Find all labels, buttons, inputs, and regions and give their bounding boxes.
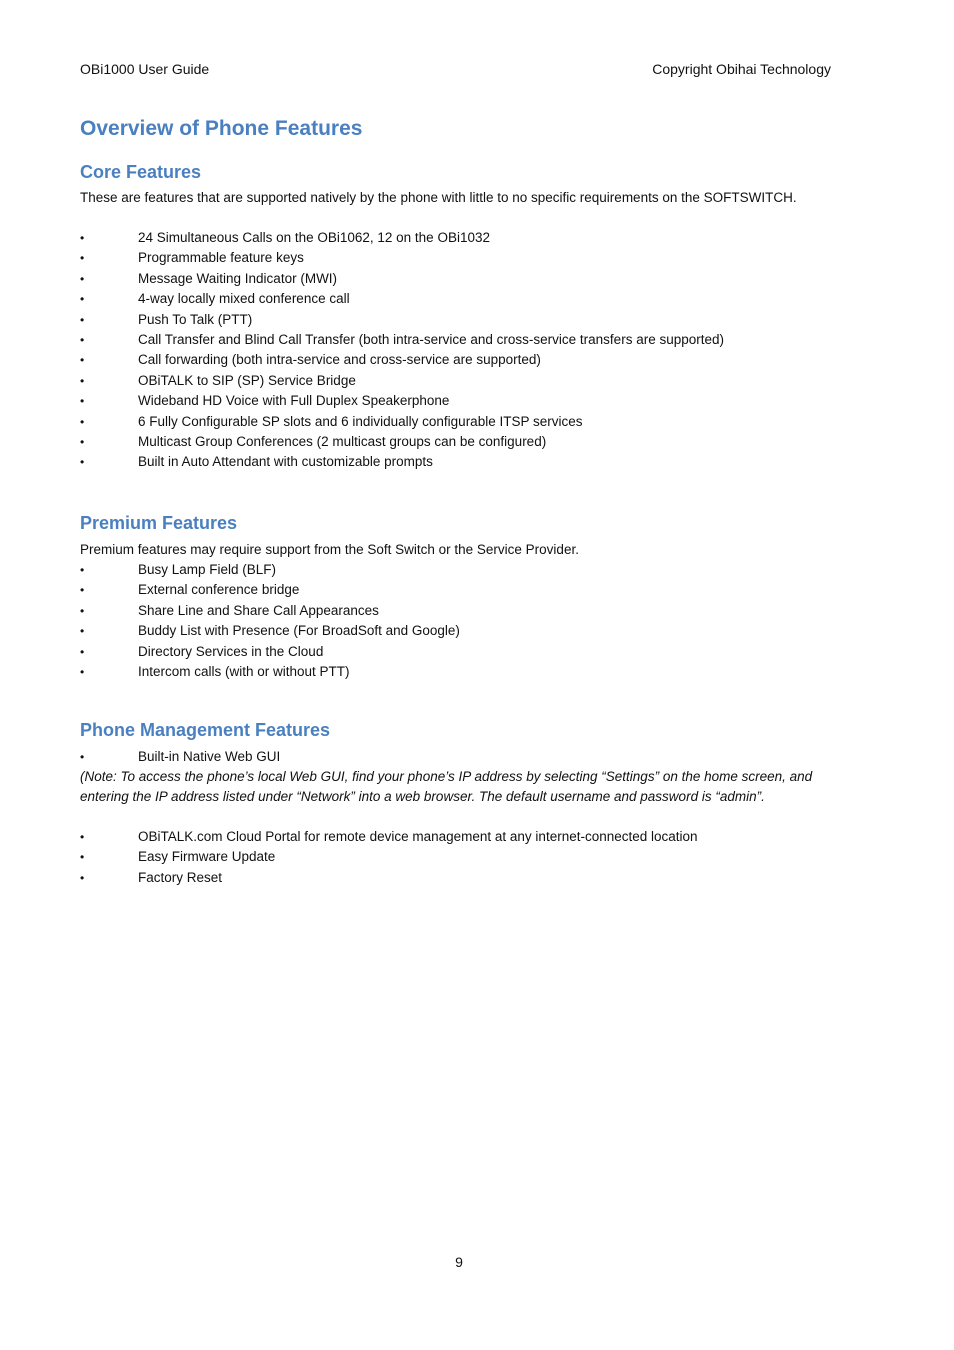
list-item [80, 601, 460, 621]
list-item-text: Share Line and Share Call Appearances [138, 602, 379, 618]
list-item [80, 747, 280, 767]
bullet-icon: • [80, 312, 85, 327]
bullet-icon: • [80, 583, 85, 598]
bullet-icon: • [80, 414, 85, 429]
bullet-icon: • [80, 434, 85, 449]
list-item [80, 432, 724, 452]
list-item-text: OBiTALK.com Cloud Portal for remote device management at any internet-connected location [138, 829, 698, 844]
bullet-icon: • [80, 603, 85, 618]
header-copyright: Copyright Obihai Technology [652, 61, 831, 77]
list-item [80, 827, 698, 847]
list-item-text: Message Waiting Indicator (MWI) [138, 270, 338, 286]
list-item [80, 642, 460, 662]
bullet-icon: • [80, 644, 85, 659]
list-item-text: Built-in Native Web GUI [138, 749, 281, 764]
bullet-icon: • [80, 664, 85, 679]
bullet-icon: • [80, 271, 85, 286]
premium-features-intro: Premium features may require support from the Soft Switch or the Service Provider. [80, 542, 579, 557]
list-item-text: Call forwarding (both intra-service and cross-service are supported) [138, 352, 541, 368]
page-header [80, 59, 831, 79]
bullet-icon: • [80, 455, 85, 470]
list-item-text: Directory Services in the Cloud [138, 643, 324, 659]
list-item [80, 847, 698, 867]
core-features-heading: Core Features [80, 162, 202, 182]
management-features-list-bottom [80, 827, 698, 888]
bullet-icon: • [80, 563, 85, 577]
bullet-icon: • [80, 292, 85, 307]
list-item-text: 6 Fully Configurable SP slots and 6 individually configurable ITSP services [138, 413, 583, 429]
bullet-icon: • [80, 353, 85, 368]
list-item-text: Multicast Group Conferences (2 multicast groups can be configured) [138, 433, 547, 449]
bullet-icon: • [80, 850, 85, 865]
list-item [80, 330, 724, 350]
bullet-icon: • [80, 251, 85, 266]
list-item-text: Easy Firmware Update [138, 849, 276, 865]
list-item [80, 310, 724, 330]
bullet-icon: • [80, 750, 85, 764]
list-item [80, 452, 724, 472]
list-item-text: Buddy List with Presence (For BroadSoft and Google) [138, 623, 460, 639]
bullet-icon: • [80, 830, 85, 844]
list-item [80, 621, 460, 641]
list-item [80, 269, 724, 289]
list-item [80, 248, 724, 268]
list-item [80, 560, 460, 580]
list-item-text: Factory Reset [138, 869, 223, 885]
management-features-heading: Phone Management Features [80, 720, 331, 740]
bullet-icon: • [80, 624, 85, 639]
list-item-text: 4-way locally mixed conference call [138, 291, 350, 307]
list-item [80, 289, 724, 309]
list-item [80, 371, 724, 391]
list-item-text: Programmable feature keys [138, 250, 304, 266]
premium-features-heading: Premium Features [80, 513, 238, 533]
management-features-list-top [80, 747, 280, 767]
list-item [80, 412, 724, 432]
page-number: 9 [455, 1254, 463, 1270]
list-item [80, 868, 698, 888]
list-item [80, 350, 724, 370]
core-features-intro: These are features that are supported natively by the phone with little to no specific requirements on the SOFTSWITCH. [80, 190, 797, 205]
list-item-text: Busy Lamp Field (BLF) [138, 562, 277, 577]
web-gui-note: (Note: To access the phone’s local Web GUI, find your phone’s IP address by selecting “Settings” on the home screen, and entering the IP address listed under “Network” into a web browser. The default username and password is “admin”. [80, 769, 813, 804]
list-item [80, 391, 724, 411]
bullet-icon: • [80, 870, 85, 885]
bullet-icon: • [80, 231, 85, 245]
bullet-icon: • [80, 373, 85, 388]
premium-features-list [80, 560, 460, 682]
list-item-text: Wideband HD Voice with Full Duplex Speakerphone [138, 393, 450, 409]
list-item [80, 662, 460, 682]
list-item-text: Built in Auto Attendant with customizable prompts [138, 454, 433, 470]
list-item [80, 228, 724, 248]
bullet-icon: • [80, 394, 85, 409]
list-item-text: Push To Talk (PTT) [138, 311, 253, 327]
core-features-list [80, 228, 724, 473]
list-item-text: Intercom calls (with or without PTT) [138, 663, 350, 679]
list-item-text: Call Transfer and Blind Call Transfer (both intra-service and cross-service transfers are supported) [138, 331, 724, 347]
list-item [80, 580, 460, 600]
list-item-text: External conference bridge [138, 582, 300, 598]
list-item-text: 24 Simultaneous Calls on the OBi1062, 12 on the OBi1032 [138, 230, 490, 245]
header-document-title: OBi1000 User Guide [80, 61, 210, 77]
list-item-text: OBiTALK to SIP (SP) Service Bridge [138, 372, 356, 388]
bullet-icon: • [80, 332, 85, 347]
page-title: Overview of Phone Features [80, 117, 363, 140]
